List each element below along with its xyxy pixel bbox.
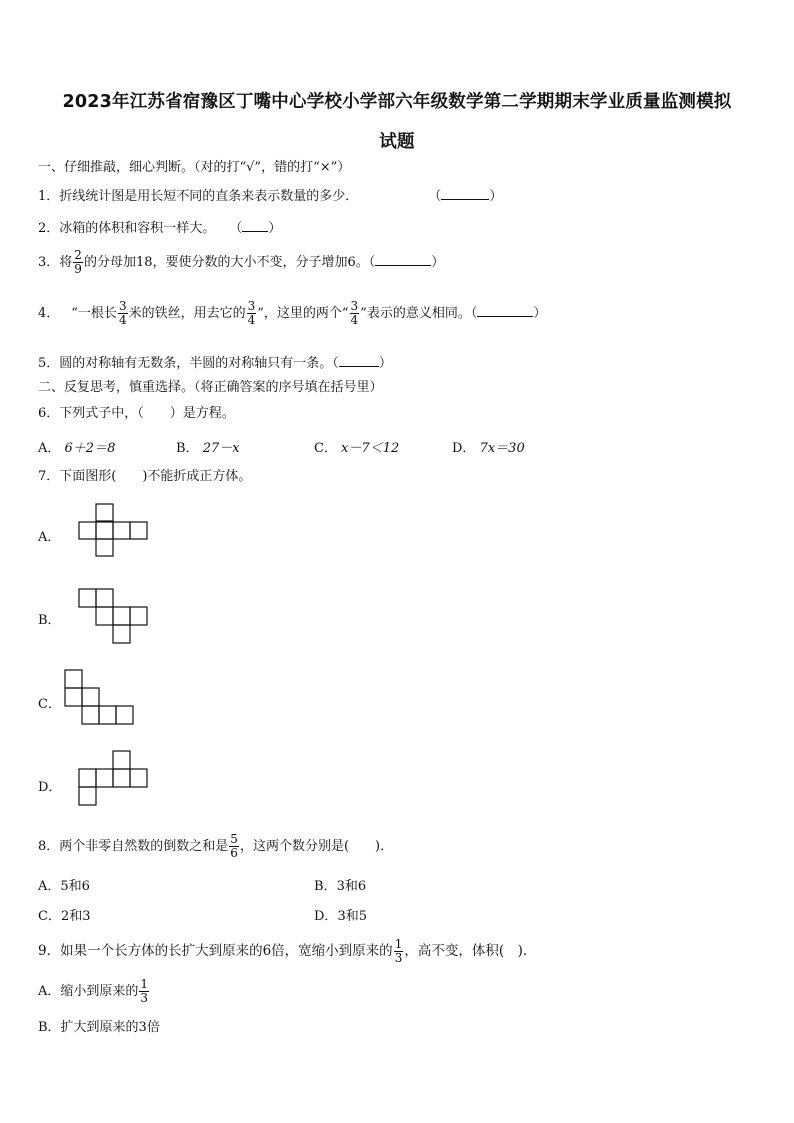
fraction: $\frac{3}{4}$ <box>350 299 359 327</box>
section-2-heading: 二、反复思考，慎重选择。（将正确答案的序号填在括号里） <box>38 380 383 395</box>
q7-option-c-label[interactable]: C． <box>38 697 61 712</box>
answer-blank[interactable] <box>441 187 489 200</box>
paren-open: （ <box>428 189 442 204</box>
question-text: 下列式子中，（ ）是方程。 <box>59 406 235 421</box>
question-text: “一根长 <box>71 306 117 321</box>
q6-option-b[interactable]: B． 27－x <box>176 441 240 456</box>
question-text: ，这两个数分别是( )． <box>239 839 394 854</box>
question-9 <box>38 935 536 967</box>
question-text: 下面图形( )不能折成正方体。 <box>59 469 252 484</box>
paren-open: （ <box>470 306 478 321</box>
question-8 <box>38 832 393 862</box>
q6-option-c[interactable]: C． x－7＜12 <box>314 441 400 456</box>
paren-open: （ <box>229 221 243 236</box>
answer-blank[interactable] <box>339 354 379 367</box>
question-text: 两个非零自然数的倒数之和是 <box>59 839 229 854</box>
answer-blank[interactable] <box>242 219 268 232</box>
question-text: 折线统计图是用长短不同的直条来表示数量的多少． <box>59 189 359 204</box>
fraction: $\frac{1}{3}$ <box>140 977 149 1005</box>
question-text: 米的铁丝，用去它的 <box>128 306 246 321</box>
paren-close: ） <box>268 221 282 236</box>
q8-option-c[interactable]: C．2和3 <box>38 909 91 924</box>
q7-option-d-label[interactable]: D． <box>38 780 62 795</box>
question-number: 9． <box>38 943 61 959</box>
fraction: $\frac{3}{4}$ <box>247 299 256 327</box>
paren-close: ） <box>489 189 503 204</box>
q9-option-b[interactable]: B．扩大到原来的3倍 <box>38 1020 160 1035</box>
fraction: $\frac{5}{6}$ <box>230 832 238 860</box>
q8-option-a[interactable]: A．5和6 <box>38 879 90 894</box>
q7-option-a-cube-net <box>78 503 152 561</box>
question-7 <box>38 469 251 485</box>
question-number: 1． <box>38 189 60 204</box>
answer-blank[interactable] <box>477 304 533 317</box>
question-text: ”，这里的两个“ <box>257 306 349 321</box>
fraction: $\frac{1}{3}$ <box>394 937 403 965</box>
answer-blank[interactable] <box>375 253 431 266</box>
paren-open: （ <box>368 255 376 270</box>
question-number: 4． <box>38 306 60 321</box>
question-number: 8． <box>38 839 60 854</box>
page-title-line2: 试题 <box>379 132 415 152</box>
fraction: $\frac{2}{9}$ <box>74 248 82 276</box>
q7-option-d-cube-net <box>78 750 152 810</box>
question-text: 如果一个长方体的长扩大到原来的6倍，宽缩小到原来的 <box>60 943 393 959</box>
question-6 <box>38 406 235 422</box>
question-number: 5． <box>38 356 60 371</box>
question-number: 6． <box>38 406 60 421</box>
question-text: ”表示的意义相同。 <box>360 306 471 321</box>
question-1 <box>38 187 502 205</box>
question-5 <box>38 354 392 372</box>
question-text: ，高不变，体积( )． <box>404 943 537 959</box>
section-1-heading: 一、仔细推敲，细心判断。（对的打“√”，错的打“×”） <box>38 160 351 175</box>
q7-option-c-cube-net <box>64 669 140 731</box>
question-2 <box>38 219 281 237</box>
question-text: 圆的对称轴有无数条，半圆的对称轴只有一条。 <box>59 356 333 371</box>
question-3 <box>38 248 444 278</box>
q8-option-b[interactable]: B．3和6 <box>314 879 367 894</box>
paren-close: ） <box>431 255 445 270</box>
question-4 <box>38 298 546 330</box>
q7-option-a-label[interactable]: A． <box>38 530 61 545</box>
q8-option-d[interactable]: D．3和5 <box>314 909 367 924</box>
question-text: 将 <box>59 255 73 270</box>
question-number: 7． <box>38 469 60 484</box>
fraction: $\frac{3}{4}$ <box>118 299 127 327</box>
q7-option-b-cube-net <box>78 588 152 648</box>
q6-option-a[interactable]: A． 6＋2＝8 <box>38 441 116 456</box>
paren-close: ） <box>533 306 547 321</box>
paren-close: ） <box>378 356 392 371</box>
q7-option-b-label[interactable]: B． <box>38 613 61 628</box>
question-number: 2． <box>38 221 60 236</box>
question-text: 冰箱的体积和容积一样大。 <box>59 221 216 236</box>
question-number: 3． <box>38 255 60 270</box>
question-text: 的分母加18，要使分数的大小不变，分子增加6。 <box>83 255 369 270</box>
paren-open: （ <box>332 356 339 371</box>
q9-option-a[interactable]: A．缩小到原来的 $\frac{1}{3}$ <box>38 977 149 1005</box>
q6-option-d[interactable]: D． 7x＝30 <box>452 441 525 456</box>
page-title: 2023年江苏省宿豫区丁嘴中心学校小学部六年级数学第二学期期末学业质量监测模拟 <box>62 92 732 112</box>
